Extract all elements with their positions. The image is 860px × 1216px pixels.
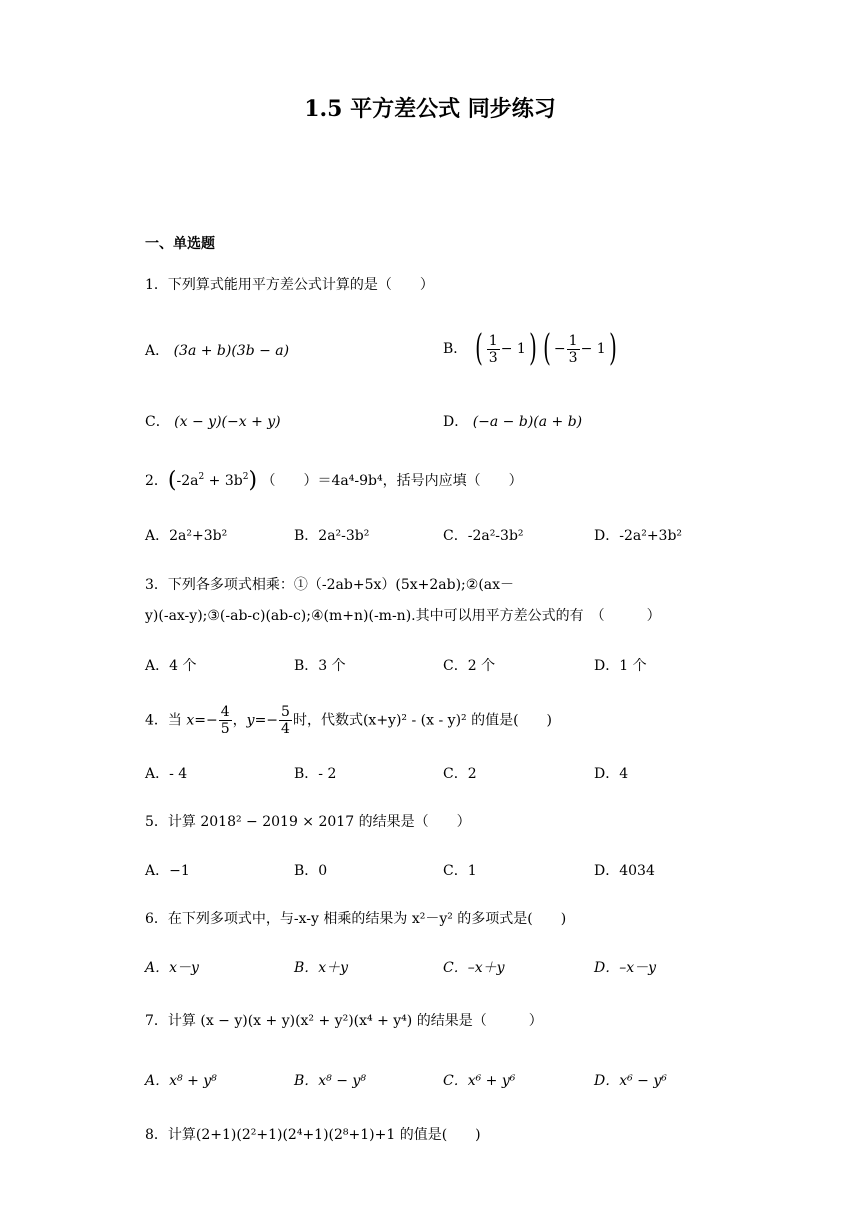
question-6-option-c[interactable]: C．–x＋y	[443, 960, 505, 976]
question-text: 时，代数式(x+y)² ‐ (x ‐ y)² 的值是( )	[292, 712, 553, 729]
fraction-denominator: 3	[568, 349, 578, 366]
option-expression: (3a + b)(3b − a)	[173, 343, 290, 359]
option-label: C．	[145, 414, 170, 430]
question-2-option-c[interactable]: C．-2a²-3b²	[443, 528, 524, 544]
question-2-option-b[interactable]: B．2a²-3b²	[294, 528, 370, 544]
expr-part: + 3b	[204, 473, 243, 489]
question-6-option-a[interactable]: A．x－y	[145, 960, 199, 976]
question-6-stem: 6．在下列多项式中，与-x-y 相乘的结果为 x²－y² 的多项式是( )	[145, 911, 567, 927]
question-3-option-a[interactable]: A．4 个	[145, 658, 197, 674]
question-3-stem-line-2: y)(-ax-y);③(-ab-c)(ab-c);④(m+n)(-m-n).其中可以用平方差公式的有 （ ）	[145, 608, 661, 624]
question-5-option-b[interactable]: B．0	[294, 863, 328, 879]
question-text: 4．当	[145, 712, 187, 729]
option-expression: (x − y)(−x + y)	[174, 414, 281, 430]
question-1-option-b[interactable]: B． ( $\frac{1}{3}$ − 1) ( − $\frac{1}{3}$ − 1)	[443, 328, 617, 369]
variable-y: y	[246, 712, 255, 729]
fraction-numerator: 5	[281, 704, 290, 720]
question-8-stem: 8．计算(2+1)(2²+1)(2⁴+1)(2⁸+1)+1 的值是( )	[145, 1127, 481, 1143]
question-4-stem	[145, 704, 552, 737]
question-1-stem: 1．下列算式能用平方差公式计算的是（ ）	[145, 277, 434, 293]
expr-part: =−	[254, 712, 279, 729]
expr-part: −	[553, 341, 566, 357]
question-2-option-d[interactable]: D．-2a²+3b²	[594, 528, 683, 544]
question-number: 2．	[145, 473, 168, 489]
question-text: （ ）＝4a⁴-9b⁴，括号内应填（ ）	[261, 473, 523, 489]
question-5-option-d[interactable]: D．4034	[594, 863, 655, 879]
question-4-option-d[interactable]: D．4	[594, 766, 629, 782]
expr-part: =−	[194, 712, 218, 729]
option-label: B．	[443, 341, 468, 357]
question-7-option-c[interactable]: C．x⁶ + y⁶	[443, 1073, 516, 1089]
section-heading: 一、单选题	[145, 236, 215, 252]
exponent: 2	[198, 472, 205, 482]
fraction-numerator: 4	[220, 704, 230, 720]
expr-part: − 1	[580, 341, 606, 357]
option-label: A．	[145, 343, 170, 359]
page-title: 1.5 平方差公式 同步练习	[304, 96, 556, 122]
fraction-numerator: 1	[568, 332, 578, 349]
question-7-stem: 7．计算 (x − y)(x + y)(x² + y²)(x⁴ + y⁴) 的结果是（ ）	[145, 1013, 543, 1029]
question-1-option-c[interactable]	[145, 413, 281, 431]
question-4-option-a[interactable]: A．‐ 4	[145, 766, 188, 782]
question-4-option-c[interactable]: C．2	[443, 766, 477, 782]
question-7-option-a[interactable]: A．x⁸ + y⁸	[145, 1073, 217, 1089]
option-expression: (−a − b)(a + b)	[472, 414, 583, 430]
exponent: 2	[242, 472, 249, 482]
question-7-option-d[interactable]: D．x⁶ − y⁶	[594, 1073, 667, 1089]
question-3-option-c[interactable]: C．2 个	[443, 658, 496, 674]
question-3-option-d[interactable]: D．1 个	[594, 658, 647, 674]
expr-part: -2a	[176, 473, 199, 489]
fraction-denominator: 5	[220, 721, 230, 737]
separator: ，	[232, 712, 247, 729]
fraction-denominator: 3	[488, 349, 498, 366]
fraction-numerator: 1	[488, 332, 498, 349]
question-1-option-d[interactable]	[443, 413, 582, 431]
question-7-option-b[interactable]: B．x⁸ − y⁸	[294, 1073, 366, 1089]
question-1-option-a[interactable]	[145, 342, 289, 360]
expr-part: − 1	[500, 341, 526, 357]
question-6-option-b[interactable]: B．x＋y	[294, 960, 349, 976]
question-5-option-c[interactable]: C．1	[443, 863, 477, 879]
question-3-stem-line-1: 3．下列各多项式相乘：①（-2ab+5x）(5x+2ab);②(ax－	[145, 577, 515, 593]
question-3-option-b[interactable]: B．3 个	[294, 658, 346, 674]
option-label: D．	[443, 414, 469, 430]
question-4-option-b[interactable]: B．‐ 2	[294, 766, 337, 782]
fraction-denominator: 4	[281, 721, 290, 737]
question-6-option-d[interactable]: D．–x－y	[594, 960, 657, 976]
question-2-option-a[interactable]: A．2a²+3b²	[145, 528, 228, 544]
question-2-stem: 2．$(-2a^2 + 3b^2)$ （ ）＝4a⁴-9b⁴，括号内应填（ ）	[145, 468, 523, 493]
question-5-stem: 5．计算 2018² − 2019 × 2017 的结果是（ ）	[145, 814, 471, 830]
question-5-option-a[interactable]: A．−1	[145, 863, 190, 879]
variable-x: x	[186, 712, 195, 729]
